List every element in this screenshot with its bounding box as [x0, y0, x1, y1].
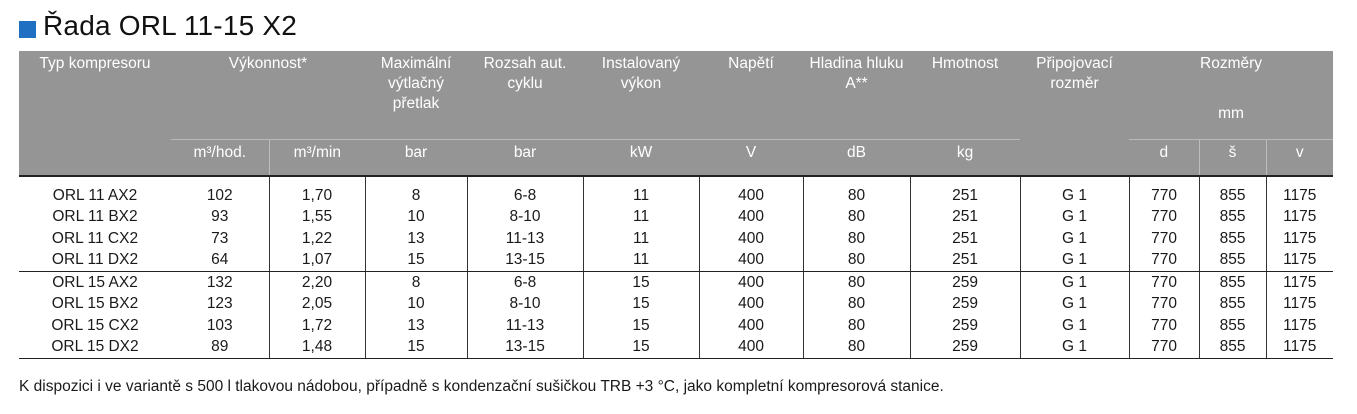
cell-pripoj: G 1 — [1020, 293, 1129, 315]
table-row — [19, 315, 1333, 337]
cell-pripoj: G 1 — [1020, 228, 1129, 250]
unit-d: d — [1129, 139, 1199, 176]
cell-kg: 259 — [910, 293, 1020, 315]
cell-bar: 8 — [365, 271, 467, 293]
cell-pripoj: G 1 — [1020, 206, 1129, 228]
cell-db: 80 — [803, 206, 910, 228]
cell-m3min: 1,22 — [269, 228, 365, 250]
cell-m3hod: 102 — [206, 186, 233, 204]
col-header-typ: Typ kompresoru — [19, 51, 171, 176]
unit-kg: kg — [910, 139, 1020, 176]
unit-db: dB — [803, 139, 910, 176]
cell-s: 855 — [1199, 206, 1266, 228]
cell-rozsah: 11-13 — [467, 228, 583, 250]
cell-kw: 15 — [583, 315, 699, 337]
cell-v: 400 — [699, 228, 803, 250]
cell-rozsah: 13-15 — [467, 249, 583, 271]
cell-typ: ORL 11 DX2 — [19, 249, 171, 271]
cell-kg: 259 — [910, 271, 1020, 293]
cell-pripoj: G 1 — [1020, 315, 1129, 337]
cell-v: 400 — [699, 185, 803, 207]
col-header-hladina: Hladina hluku A** — [803, 51, 910, 139]
col-header-max-pretlak: Maximální výtlačný přetlak — [365, 51, 467, 139]
col-header-napeti: Napětí — [699, 51, 803, 139]
rozmery-mm-label: mm — [1218, 105, 1244, 122]
cell-rozsah: 6-8 — [467, 185, 583, 207]
cell-m3min: 1,55 — [269, 206, 365, 228]
rozmery-label: Rozměry — [1200, 55, 1263, 72]
cell-d: 770 — [1129, 249, 1199, 271]
cell-kw: 15 — [583, 271, 699, 293]
cell-m3hod: 64 — [171, 249, 269, 271]
cell-m3min: 1,72 — [269, 315, 365, 337]
footnote: K dispozici i ve variantě s 500 l tlakovou nádobou, případně s kondenzační sušičkou TRB +3 °C, jako kompletní kompresorová stanice. — [19, 378, 944, 395]
unit-bar-pretlak: bar — [365, 139, 467, 176]
page-title — [19, 8, 297, 44]
cell-s: 855 — [1199, 336, 1266, 358]
table-row — [19, 293, 1333, 315]
cell-typ: ORL 11 BX2 — [52, 208, 138, 225]
cell-d: 770 — [1129, 228, 1199, 250]
unit-kw: kW — [583, 139, 699, 176]
cell-m3hod: 123 — [206, 295, 233, 312]
cell-m3min: 1,48 — [269, 336, 365, 358]
cell-kw: 11 — [583, 249, 699, 271]
table-row — [19, 228, 1333, 250]
cell-v: 400 — [699, 271, 803, 293]
table-row — [19, 249, 1333, 271]
cell-m3min: 1,07 — [269, 249, 365, 271]
cell-vv: 1175 — [1266, 315, 1333, 337]
unit-m3hod: m³/hod. — [171, 139, 269, 176]
cell-d: 770 — [1129, 315, 1199, 337]
cell-v: 400 — [699, 336, 803, 358]
cell-d: 770 — [1129, 336, 1199, 358]
cell-rozsah: 6-8 — [467, 271, 583, 293]
cell-vv: 1175 — [1266, 271, 1333, 293]
cell-typ: ORL 11 AX2 — [52, 186, 138, 204]
cell-bar: 8 — [365, 185, 467, 207]
cell-v: 400 — [699, 249, 803, 271]
cell-v: 400 — [699, 206, 803, 228]
title-bullet-square-icon — [19, 21, 36, 38]
cell-db: 80 — [803, 185, 910, 207]
table-row — [19, 185, 1333, 207]
cell-d: 770 — [1129, 271, 1199, 293]
col-header-vykonnost: Výkonnost* — [171, 51, 365, 139]
cell-s: 855 — [1199, 315, 1266, 337]
cell-vv: 1175 — [1266, 293, 1333, 315]
cell-m3min: 1,70 — [269, 185, 365, 207]
col-header-rozsah: Rozsah aut. cyklu — [467, 51, 583, 139]
cell-db: 80 — [803, 336, 910, 358]
cell-pripoj: G 1 — [1020, 185, 1129, 207]
cell-db: 80 — [803, 228, 910, 250]
cell-kg: 259 — [910, 315, 1020, 337]
cell-m3hod: 103 — [206, 316, 233, 334]
unit-v-dim: v — [1266, 139, 1333, 176]
cell-vv: 1175 — [1266, 206, 1333, 228]
cell-s: 855 — [1199, 271, 1266, 293]
cell-vv: 1175 — [1266, 249, 1333, 271]
title-text: Řada ORL 11-15 X2 — [43, 10, 297, 41]
cell-typ: ORL 15 BX2 — [51, 295, 139, 312]
cell-rozsah: 11-13 — [467, 315, 583, 337]
cell-db: 80 — [803, 315, 910, 337]
cell-m3min: 2,05 — [269, 293, 365, 315]
table-row — [19, 271, 1333, 293]
cell-kw: 15 — [583, 293, 699, 315]
header-row — [19, 51, 1333, 139]
unit-row — [19, 139, 1333, 176]
cell-bar: 13 — [365, 228, 467, 250]
cell-m3hod: 93 — [211, 208, 229, 225]
cell-d: 770 — [1129, 185, 1199, 207]
cell-db: 80 — [803, 293, 910, 315]
cell-typ: ORL 15 DX2 — [19, 336, 171, 358]
col-header-rozmery — [1129, 51, 1333, 139]
cell-pripoj: G 1 — [1020, 249, 1129, 271]
cell-m3hod: 132 — [206, 273, 233, 291]
cell-bar: 13 — [365, 315, 467, 337]
col-header-hmotnost: Hmotnost — [910, 51, 1020, 139]
cell-rozsah: 8-10 — [467, 206, 583, 228]
cell-d: 770 — [1129, 206, 1199, 228]
cell-m3hod: 89 — [171, 336, 269, 358]
cell-s: 855 — [1199, 249, 1266, 271]
spacer-row — [19, 176, 1333, 185]
cell-kw: 11 — [583, 228, 699, 250]
table-row — [19, 336, 1333, 358]
unit-m3min: m³/min — [269, 139, 365, 176]
cell-pripoj: G 1 — [1020, 271, 1129, 293]
cell-bar: 10 — [365, 293, 467, 315]
cell-kg: 251 — [910, 185, 1020, 207]
cell-typ: ORL 11 CX2 — [51, 229, 139, 247]
cell-kw: 11 — [583, 185, 699, 207]
col-header-pripojovaci: Připojovací rozměr — [1020, 51, 1129, 176]
spec-table — [19, 51, 1333, 359]
cell-typ: ORL 15 AX2 — [52, 273, 138, 291]
unit-s: š — [1199, 139, 1266, 176]
cell-db: 80 — [803, 249, 910, 271]
cell-bar: 15 — [365, 249, 467, 271]
cell-s: 855 — [1199, 228, 1266, 250]
cell-v: 400 — [699, 315, 803, 337]
col-header-instalovany: Instalovaný výkon — [583, 51, 699, 139]
cell-kg: 259 — [910, 336, 1020, 358]
table-row — [19, 206, 1333, 228]
cell-s: 855 — [1199, 185, 1266, 207]
cell-rozsah: 8-10 — [467, 293, 583, 315]
cell-kw: 11 — [583, 206, 699, 228]
cell-typ: ORL 15 CX2 — [51, 316, 139, 334]
unit-bar-rozsah: bar — [467, 139, 583, 176]
cell-vv: 1175 — [1266, 228, 1333, 250]
cell-s: 855 — [1199, 293, 1266, 315]
cell-vv: 1175 — [1266, 336, 1333, 358]
cell-kg: 251 — [910, 249, 1020, 271]
cell-db: 80 — [803, 271, 910, 293]
cell-rozsah: 13-15 — [467, 336, 583, 358]
cell-vv: 1175 — [1266, 185, 1333, 207]
cell-m3hod: 73 — [211, 229, 229, 247]
cell-bar: 10 — [365, 206, 467, 228]
cell-m3min: 2,20 — [269, 271, 365, 293]
cell-d: 770 — [1129, 293, 1199, 315]
cell-v: 400 — [699, 293, 803, 315]
cell-bar: 15 — [365, 336, 467, 358]
unit-v: V — [699, 139, 803, 176]
cell-kg: 251 — [910, 206, 1020, 228]
cell-kg: 251 — [910, 228, 1020, 250]
cell-kw: 15 — [583, 336, 699, 358]
cell-pripoj: G 1 — [1020, 336, 1129, 358]
